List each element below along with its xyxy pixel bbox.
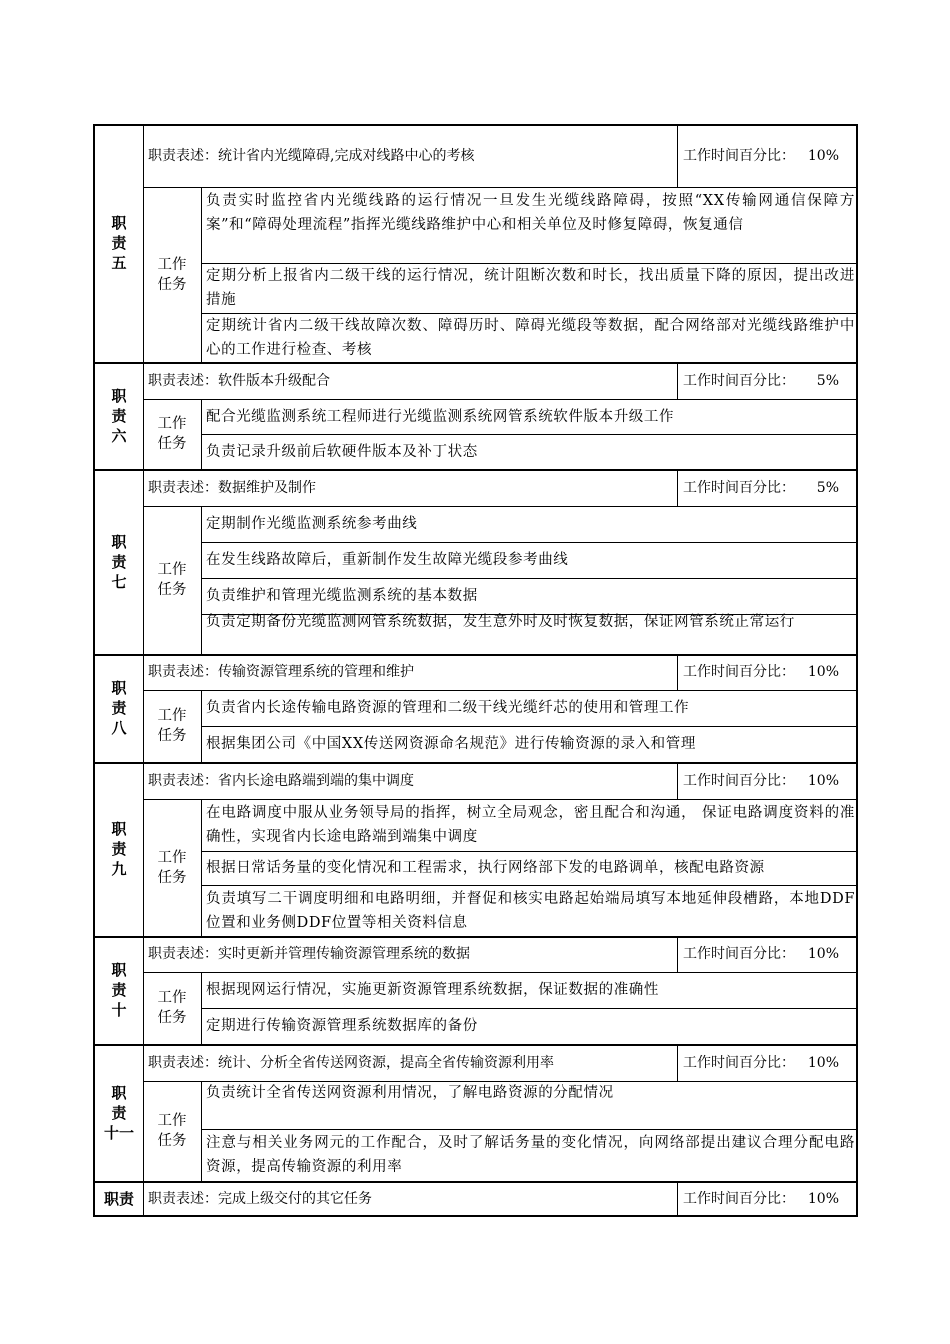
task-item: 定期进行传输资源管理系统数据库的备份 <box>206 1018 478 1034</box>
duty-label-part: 职 <box>111 1083 127 1102</box>
task-item: 负责实时监控省内光缆线路的运行情况一旦发生光缆线路障碍，按照“XX传输网通信保障方案”和“障碍处理流程”指挥光缆线路维护中心和相关单位及时修复障碍，恢复通信 <box>206 193 855 233</box>
percentage-prefix: 工作时间百分比： <box>683 479 795 496</box>
description-text: 传输资源管理系统的管理和维护 <box>218 664 414 680</box>
percent-column-rule <box>677 654 678 690</box>
percentage-prefix: 工作时间百分比： <box>683 946 795 962</box>
duty-label: 职责九 <box>111 820 127 878</box>
task-label: 工作任务 <box>157 562 187 598</box>
percentage-prefix: 工作时间百分比： <box>683 1054 795 1071</box>
duty-label: 职责十 <box>111 961 127 1019</box>
duty-description <box>148 660 414 684</box>
task-item: 定期统计省内二级干线故障次数、障碍历时、障碍光缆段等数据，配合网络部对光缆线路维护中心的工作进行检查、考核 <box>206 317 855 358</box>
task-row-rule <box>201 542 858 543</box>
task-item: 根据现网运行情况，实施更新资源管理系统数据，保证数据的准确性 <box>206 982 659 998</box>
label-column-rule <box>143 1044 144 1181</box>
task-label: 工作任务 <box>157 708 187 744</box>
time-percentage <box>683 1051 839 1075</box>
duty-label: 职责七 <box>111 532 127 591</box>
description-text: 数据维护及制作 <box>218 479 316 496</box>
description-text: 实时更新并管理传输资源管理系统的数据 <box>218 946 470 962</box>
percentage-value: 10% <box>807 1054 839 1071</box>
description-row-rule <box>143 799 858 800</box>
description-prefix: 职责表述： <box>148 1191 218 1207</box>
description-row-rule <box>143 187 858 188</box>
percentage-prefix: 工作时间百分比： <box>683 1191 795 1207</box>
percentage-value: 10% <box>807 946 839 962</box>
section-top-rule <box>95 1181 858 1183</box>
percent-column-rule <box>677 362 678 399</box>
task-item: 负责维护和管理光缆监测系统的基本数据 <box>206 588 478 604</box>
time-percentage <box>683 144 839 168</box>
percentage-prefix: 工作时间百分比： <box>683 147 795 164</box>
label-column-rule <box>143 1181 144 1217</box>
description-prefix: 职责表述： <box>148 772 218 789</box>
task-row-rule <box>201 726 858 727</box>
label-column-rule <box>143 762 144 936</box>
section-top-rule <box>95 936 858 938</box>
section-top-rule <box>95 469 858 471</box>
time-percentage <box>683 476 839 500</box>
description-prefix: 职责表述： <box>148 479 218 496</box>
percent-column-rule <box>677 1044 678 1081</box>
duty-description <box>148 942 470 966</box>
duties-table <box>93 124 858 1217</box>
task-item: 定期制作光缆监测系统参考曲线 <box>206 516 418 532</box>
label-column-rule <box>143 936 144 1044</box>
task-label: 工作任务 <box>157 1113 187 1149</box>
duty-label: 职责五 <box>111 214 127 272</box>
duty-description <box>148 769 414 793</box>
task-label: 工作任务 <box>157 990 187 1026</box>
section-top-rule <box>95 124 858 126</box>
duty-description <box>148 369 330 393</box>
duty-label-part: 责 <box>111 1103 127 1122</box>
label-column-rule <box>143 469 144 654</box>
time-percentage <box>683 1187 839 1211</box>
task-item: 负责定期备份光缆监测网管系统数据，发生意外时及时恢复数据，保证网管系统正常运行 <box>206 614 795 630</box>
percent-column-rule <box>677 124 678 187</box>
percent-column-rule <box>677 936 678 972</box>
percentage-value: 10% <box>807 664 839 680</box>
percentage-value: 5% <box>816 372 839 389</box>
description-text: 统计、分析全省传送网资源，提高全省传输资源利用率 <box>218 1054 554 1071</box>
description-row-rule <box>143 399 858 400</box>
task-item: 定期分析上报省内二级干线的运行情况，统计阻断次数和时长，找出质量下降的原因，提出改进措施 <box>206 268 855 308</box>
task-item: 在发生线路故障后，重新制作发生故障光缆段参考曲线 <box>206 552 569 568</box>
duty-label: 职责 <box>103 1190 134 1208</box>
task-label-column-rule <box>201 1081 202 1181</box>
task-item: 注意与相关业务网元的工作配合，及时了解话务量的变化情况，向网络部提出建议合理分配电路资源，提高传输资源的利用率 <box>206 1135 855 1175</box>
description-text: 软件版本升级配合 <box>218 372 330 389</box>
duty-label: 职责六 <box>111 386 127 445</box>
task-item: 负责省内长途传输电路资源的管理和二级干线光缆纤芯的使用和管理工作 <box>206 700 690 716</box>
description-text: 完成上级交付的其它任务 <box>218 1191 372 1207</box>
percent-column-rule <box>677 762 678 799</box>
description-prefix: 职责表述： <box>148 946 218 962</box>
section-top-rule <box>95 1044 858 1046</box>
duty-label: 职责八 <box>111 679 127 737</box>
label-column-rule <box>143 654 144 762</box>
description-row-rule <box>143 690 858 691</box>
task-label: 工作任务 <box>157 849 187 886</box>
task-row-rule <box>201 1129 858 1130</box>
task-item: 在电路调度中服从业务领导局的指挥，树立全局观念，密且配合和沟通， 保证电路调度资料的准确性，实现省内长途电路端到端集中调度 <box>206 805 855 845</box>
task-item: 根据日常话务量的变化情况和工程需求，执行网络部下发的电路调单，核配电路资源 <box>206 860 765 876</box>
task-row-rule <box>201 1008 858 1009</box>
time-percentage <box>683 369 839 393</box>
duty-label <box>104 1083 134 1143</box>
percent-column-rule <box>677 469 678 506</box>
description-prefix: 职责表述： <box>148 1054 218 1071</box>
percentage-value: 10% <box>807 147 839 164</box>
task-row-rule <box>201 434 858 435</box>
percentage-value: 10% <box>807 772 839 789</box>
time-percentage <box>683 769 839 793</box>
duty-label-part: 十一 <box>104 1123 135 1142</box>
task-label: 工作任务 <box>157 416 187 452</box>
section-top-rule <box>95 654 858 656</box>
description-row-rule <box>143 972 858 973</box>
task-row-rule <box>201 578 858 579</box>
description-prefix: 职责表述： <box>148 664 218 680</box>
task-label: 工作任务 <box>157 256 187 293</box>
time-percentage <box>683 660 839 684</box>
duty-description <box>148 1051 554 1075</box>
duty-description <box>148 476 316 500</box>
duty-description <box>148 1187 372 1211</box>
label-column-rule <box>143 362 144 469</box>
duty-description <box>148 144 474 168</box>
section-top-rule <box>95 362 858 364</box>
percentage-prefix: 工作时间百分比： <box>683 772 795 789</box>
task-label-column-rule <box>201 506 202 654</box>
description-prefix: 职责表述： <box>148 147 218 164</box>
task-item: 配合光缆监测系统工程师进行光缆监测系统网管系统软件版本升级工作 <box>206 408 675 425</box>
description-row-rule <box>143 506 858 507</box>
label-column-rule <box>143 124 144 362</box>
time-percentage <box>683 942 839 966</box>
task-item: 负责统计全省传送网资源利用情况，了解电路资源的分配情况 <box>206 1085 614 1101</box>
description-prefix: 职责表述： <box>148 372 218 389</box>
percent-column-rule <box>677 1181 678 1217</box>
percentage-value: 10% <box>807 1191 839 1207</box>
section-top-rule <box>95 762 858 764</box>
task-label-column-rule <box>201 799 202 936</box>
description-text: 省内长途电路端到端的集中调度 <box>218 772 414 789</box>
task-label-column-rule <box>201 187 202 362</box>
percentage-prefix: 工作时间百分比： <box>683 664 795 680</box>
task-item: 根据集团公司《中国XX传送网资源命名规范》进行传输资源的录入和管理 <box>206 736 696 752</box>
percentage-value: 5% <box>816 479 839 496</box>
description-text: 统计省内光缆障碍,完成对线路中心的考核 <box>218 147 475 164</box>
percentage-prefix: 工作时间百分比： <box>683 372 795 389</box>
task-item: 负责填写二干调度明细和电路明细，并督促和核实电路起始端局填写本地延伸段槽路，本地DDF位置和业务侧DDF位置等相关资料信息 <box>206 890 855 931</box>
task-row-rule <box>201 851 858 852</box>
task-item: 负责记录升级前后软硬件版本及补丁状态 <box>206 443 478 460</box>
